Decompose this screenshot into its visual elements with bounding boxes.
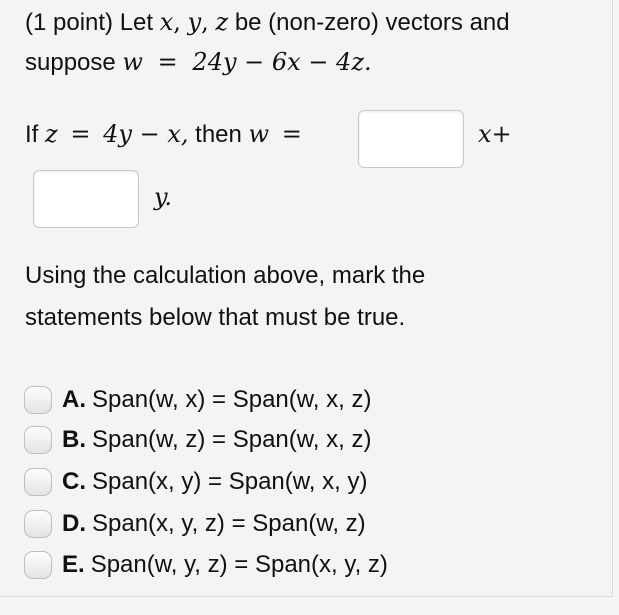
y-label: y. [154,183,172,211]
option-d[interactable] [24,508,366,540]
option-c[interactable] [24,466,367,498]
problem-line-3: If z = 4y − x, then w = [25,120,302,148]
option-b-letter: B. [62,426,86,453]
option-a-checkbox[interactable] [24,386,52,414]
option-d-text: Span(x, y, z) = Span(w, z) [92,510,366,537]
answer-box-y-coefficient[interactable] [33,170,139,228]
option-a[interactable] [24,384,371,416]
option-b[interactable] [24,424,371,456]
option-b-text: Span(w, z) = Span(w, x, z) [92,426,372,453]
x-plus-label: x+ [478,120,512,148]
problem-line-1: (1 point) Let x, y, z be (non-zero) vectors and [25,8,510,36]
option-c-checkbox[interactable] [24,468,52,496]
option-e-checkbox[interactable] [24,551,52,579]
option-c-letter: C. [62,468,86,495]
option-e-text: Span(w, y, z) = Span(x, y, z) [90,551,388,578]
option-d-checkbox[interactable] [24,510,52,538]
option-d-letter: D. [62,510,86,537]
option-a-letter: A. [62,386,86,413]
option-c-text: Span(x, y) = Span(w, x, y) [92,468,368,495]
instructions-line-1: Using the calculation above, mark the [25,262,426,289]
option-a-text: Span(w, x) = Span(w, x, z) [92,386,372,413]
problem-line-2: suppose w = 24y − 6x − 4z. [25,48,372,76]
option-e[interactable] [24,549,388,581]
instructions-line-2: statements below that must be true. [25,304,406,331]
answer-box-x-coefficient[interactable] [358,110,464,168]
option-b-checkbox[interactable] [24,426,52,454]
option-e-letter: E. [62,551,85,578]
